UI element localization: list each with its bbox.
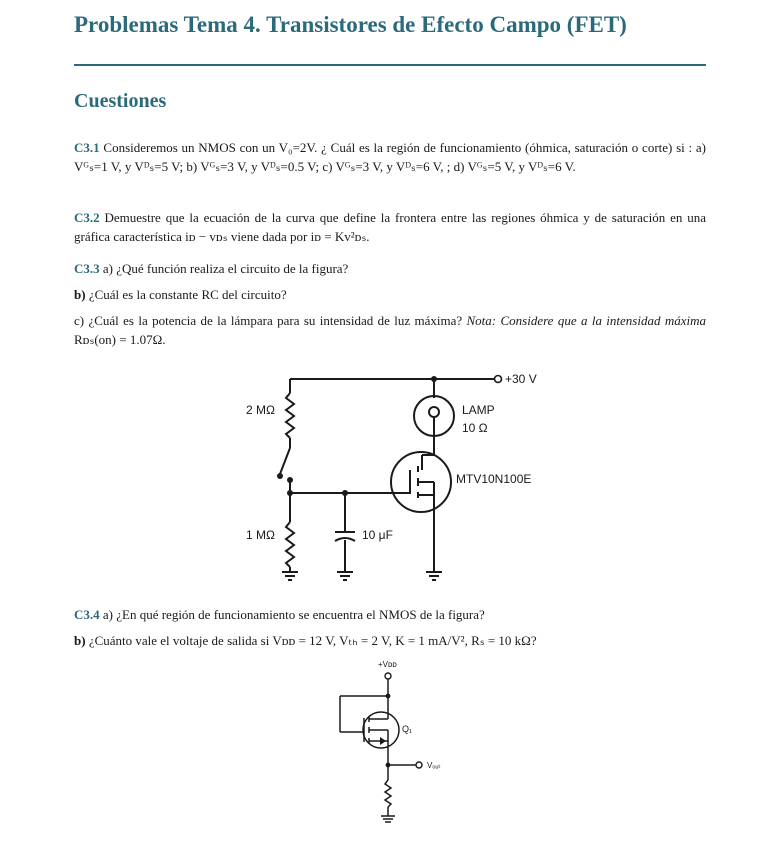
question-id: C3.4 [74, 607, 100, 622]
section-heading: Cuestiones [74, 90, 167, 112]
page-title: Problemas Tema 4. Transistores de Efecto Campo (FET) [74, 12, 627, 37]
lamp-resistance-label: 10 Ω [462, 421, 488, 435]
resistor-top-label: 2 MΩ [246, 403, 275, 417]
resistor-bottom-label: 1 MΩ [246, 528, 275, 542]
question-c34-b [74, 631, 706, 650]
mosfet-label: MTV10N100E [456, 472, 532, 486]
vdd-label: +Vᴅᴅ [378, 660, 397, 669]
part-a: a) ¿Qué función realiza el circuito de la figura? [102, 261, 349, 276]
part-b-label: b) [74, 287, 86, 302]
vout-label: Vₒᵤₜ [427, 761, 441, 770]
transistor-label: Q₁ [402, 724, 413, 734]
supply-label: +30 V [505, 372, 537, 386]
part-a: a) ¿En qué región de funcionamiento se encuentra el NMOS de la figura? [102, 607, 485, 622]
circuit-diagram-nmos [0, 650, 778, 848]
part-b: ¿Cuál es la constante RC del circuito? [88, 287, 287, 302]
lamp-label: LAMP [462, 403, 495, 417]
question-id: C3.2 [74, 210, 100, 225]
part-c: c) ¿Cuál es la potencia de la lámpara para su intensidad de luz máxima? [74, 313, 463, 328]
part-b: ¿Cuánto vale el voltaje de salida si Vᴅᴅ = 12 V, Vₜₕ = 2 V, K = 1 mA/V², Rₛ = 10 kΩ? [88, 633, 537, 648]
part-c-note-tail: Rᴅₛ(on) = 1.07Ω. [74, 332, 166, 347]
capacitor-label: 10 μF [362, 528, 393, 542]
question-id: C3.3 [74, 261, 100, 276]
part-c-note: Nota: Considere que a la intensidad máxima [466, 313, 707, 328]
question-id: C3.1 [74, 140, 100, 155]
question-text: Demuestre que la ecuación de la curva que define la frontera entre las regiones óhmica y de saturación en una gráfica característica iᴅ − vᴅₛ viene dada por iᴅ = Kv²ᴅₛ. [74, 210, 707, 244]
part-b-label: b) [74, 633, 86, 648]
question-text: Consideremos un NMOS con un V₀=2V. ¿ Cuál es la región de funcionamiento (óhmica, saturación o corte) si : a) Vᴳₛ=1 V, y Vᴰₛ=5 V; b) Vᴳₛ=3 V, y Vᴰₛ=0.5 V; c) Vᴳₛ=3 V, y Vᴰₛ=6 V, ; d) Vᴳₛ=5 V, y Vᴰₛ=6 V. [74, 140, 706, 174]
question-c34 [74, 605, 706, 624]
